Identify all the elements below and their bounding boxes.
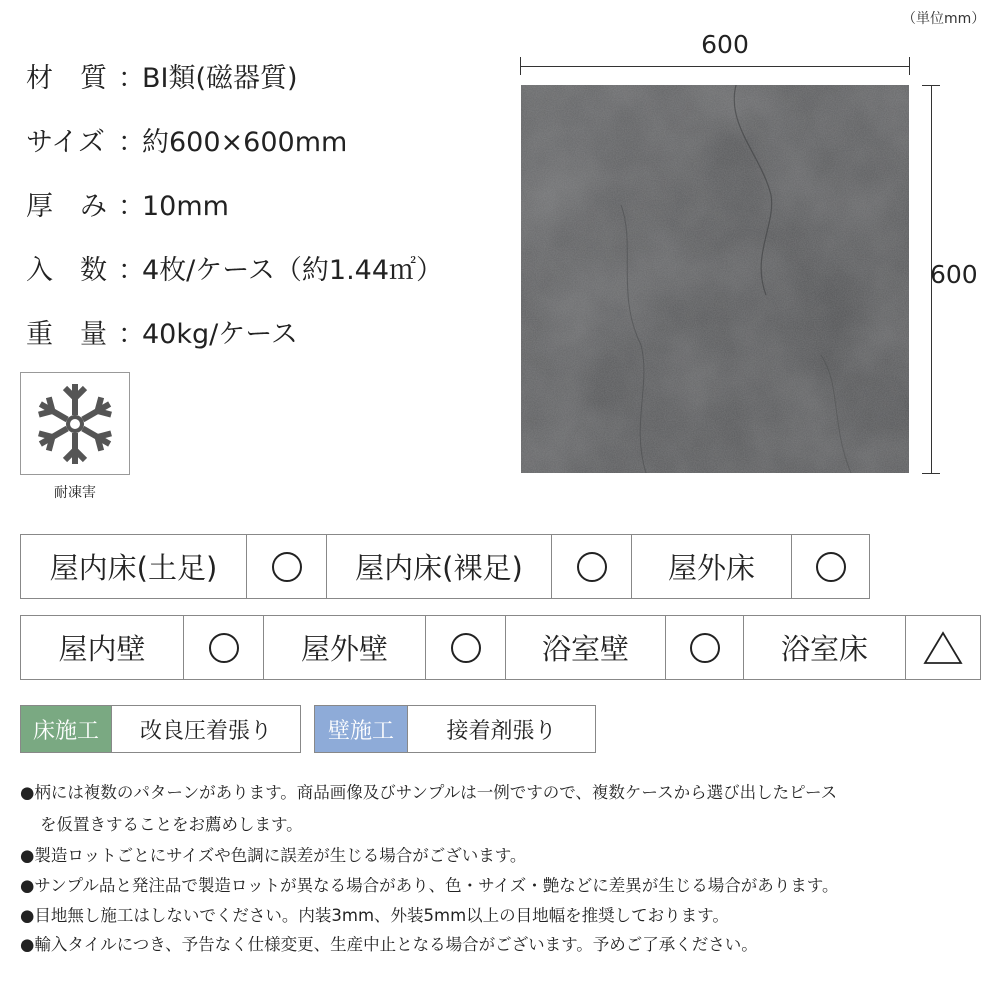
floor-installation [20,705,301,753]
circle-icon [577,552,607,582]
usage-table-row-2 [20,615,981,680]
spec-value: 4枚/ケース（約1.44㎡） [142,255,444,286]
dimension-tick [909,57,910,75]
usage-label: 屋外床 [631,535,791,598]
spec-label: 厚 み [26,191,107,222]
spec-value: 約600×600mm [142,127,348,158]
dimension-width: 600 [701,30,749,59]
spec-quantity [26,248,506,287]
usage-mark-circle [665,616,743,679]
usage-mark-circle [551,535,631,598]
usage-label: 浴室壁 [505,616,665,679]
spec-label: 材 質 [26,63,107,94]
wall-installation [314,705,596,753]
triangle-icon [923,631,963,665]
dimension-line-width [520,66,910,67]
usage-label: 屋内床(裸足) [326,535,551,598]
snowflake-icon [35,381,115,467]
wall-installation-tag: 壁施工 [315,706,407,752]
usage-mark-circle [791,535,869,598]
spec-colon: ： [118,191,145,222]
spec-colon: ： [118,63,145,94]
circle-icon [816,552,846,582]
usage-mark-triangle [905,616,980,679]
usage-table-row-1 [20,534,870,599]
spec-colon: ： [118,255,145,286]
spec-size [26,120,506,159]
dimension-height: 600 [930,260,978,289]
unit-note: （単位mm） [902,11,986,27]
floor-installation-tag: 床施工 [21,706,111,752]
spec-thickness [26,184,506,223]
note-item: ●製造ロットごとにサイズや色調に誤差が生じる場合がございます。 [20,846,527,865]
usage-mark-circle [425,616,505,679]
note-item: ●輸入タイルにつき、予告なく仕様変更、生産中止となる場合がございます。予めご了承ください。 [20,935,758,954]
frost-resistance-label: 耐凍害 [54,485,96,501]
spec-label: サイズ [26,127,105,158]
circle-icon [451,633,481,663]
circle-icon [209,633,239,663]
spec-label: 入 数 [26,255,107,286]
note-item: ●目地無し施工はしないでください。内装3mm、外装5mm以上の目地幅を推奨しております。 [20,906,729,925]
floor-installation-method: 改良圧着張り [111,706,300,752]
frost-resistance-badge [20,372,130,475]
circle-icon [690,633,720,663]
usage-label: 浴室床 [743,616,905,679]
spec-colon: ： [118,127,145,158]
spec-value: BI類(磁器質) [142,63,298,94]
usage-mark-circle [183,616,263,679]
spec-value: 40kg/ケース [142,319,298,350]
spec-value: 10mm [142,191,229,222]
tile-image [521,85,909,473]
circle-icon [272,552,302,582]
wall-installation-method: 接着剤張り [407,706,595,752]
spec-label: 重 量 [26,319,107,350]
usage-label: 屋内床(土足) [49,551,218,585]
note-item-continuation: を仮置きすることをお薦めします。 [40,815,303,834]
note-item: ●柄には複数のパターンがあります。商品画像及びサンプルは一例ですので、複数ケースから選び出したピース [20,783,838,802]
note-item: ●サンプル品と発注品で製造ロットが異なる場合があり、色・サイズ・艶などに差異が生じる場合があります。 [20,876,839,895]
spec-colon: ： [118,319,145,350]
dimension-tick [922,473,940,474]
spec-material [26,56,506,95]
spec-weight [26,312,506,351]
usage-label: 屋内壁 [58,632,146,666]
usage-label: 屋外壁 [263,616,425,679]
usage-mark-circle [246,535,326,598]
